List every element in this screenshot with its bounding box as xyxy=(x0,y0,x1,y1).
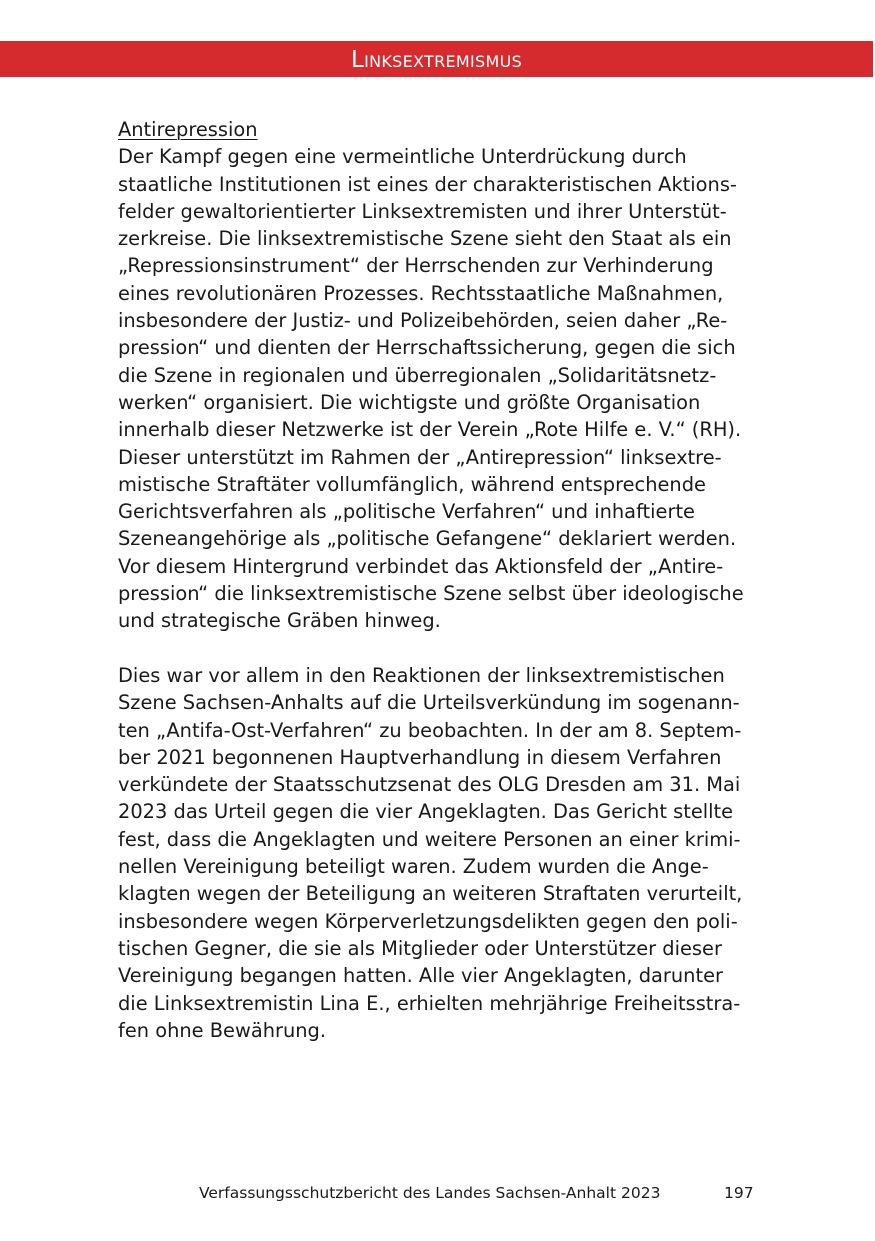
text-line: eines revolutionären Prozesses. Rechtsstaatliche Maßnahmen, xyxy=(118,281,724,305)
text-line: und strategische Gräben hinweg. xyxy=(118,609,441,633)
text-line: Dieser unterstützt im Rahmen der „Antirepression“ linksextre- xyxy=(118,445,722,469)
paragraph-1 xyxy=(118,143,758,634)
section-heading: Antirepression xyxy=(118,118,258,141)
text-line: die Linksextremistin Lina E., erhielten mehrjährige Freiheitsstra- xyxy=(118,991,741,1015)
text-line: nellen Vereinigung beteiligt waren. Zudem wurden die Ange- xyxy=(118,855,709,879)
text-line: verkündete der Staatsschutzsenat des OLG Dresden am 31. Mai xyxy=(118,773,741,797)
main-content xyxy=(118,116,758,1044)
text-line: innerhalb dieser Netzwerke ist der Verein „Rote Hilfe e. V.“ (RH). xyxy=(118,418,742,442)
text-line: fest, dass die Angeklagten und weitere Personen an einer krimi- xyxy=(118,827,741,851)
text-line: tischen Gegner, die sie als Mitglieder oder Unterstützer dieser xyxy=(118,936,722,960)
text-line: Gerichtsverfahren als „politische Verfahren“ und inhaftierte xyxy=(118,500,695,524)
text-line: ber 2021 begonnenen Hauptverhandlung in diesem Verfahren xyxy=(118,745,722,769)
text-line: zerkreise. Die linksextremistische Szene sieht den Staat als ein xyxy=(118,227,732,251)
text-line: ten „Antifa-Ost-Verfahren“ zu beobachten. In der am 8. Septem- xyxy=(118,718,742,742)
text-line: Szene Sachsen-Anhalts auf die Urteilsverkündung im sogenann- xyxy=(118,691,740,715)
text-line: felder gewaltorientierter Linksextremisten und ihrer Unterstüt- xyxy=(118,199,727,223)
text-line: fen ohne Bewährung. xyxy=(118,1018,327,1042)
chapter-title: Linksextremismus xyxy=(350,47,523,73)
text-line: Vereinigung begangen hatten. Alle vier Angeklagten, darunter xyxy=(118,964,723,988)
text-line: staatliche Institutionen ist eines der charakteristischen Aktions- xyxy=(118,172,737,196)
text-line: klagten wegen der Beteiligung an weiteren Straftaten verurteilt, xyxy=(118,882,743,906)
text-line: mistische Straftäter vollumfänglich, während entsprechende xyxy=(118,472,706,496)
text-line: Szeneangehörige als „politische Gefangene“ deklariert werden. xyxy=(118,527,737,551)
paragraph-spacer xyxy=(118,635,758,662)
footer-publication-title: Verfassungsschutzbericht des Landes Sachsen-Anhalt 2023 xyxy=(199,1184,661,1202)
text-line: die Szene in regionalen und überregionalen „Solidaritätsnetz- xyxy=(118,363,717,387)
text-line: Vor diesem Hintergrund verbindet das Aktionsfeld der „Antire- xyxy=(118,554,724,578)
text-line: pression“ und dienten der Herrschaftssicherung, gegen die sich xyxy=(118,336,736,360)
chapter-header-band xyxy=(0,41,873,77)
paragraph-2 xyxy=(118,662,758,1044)
page-number: 197 xyxy=(724,1184,754,1202)
text-line: insbesondere der Justiz- und Polizeibehörden, seien daher „Re- xyxy=(118,309,728,333)
text-line: insbesondere wegen Körperverletzungsdelikten gegen den poli- xyxy=(118,909,738,933)
text-line: 2023 das Urteil gegen die vier Angeklagten. Das Gericht stellte xyxy=(118,800,734,824)
text-line: pression“ die linksextremistische Szene selbst über ideologische xyxy=(118,582,744,606)
text-line: werken“ organisiert. Die wichtigste und größte Organisation xyxy=(118,390,701,414)
text-line: Dies war vor allem in den Reaktionen der linksextremistischen xyxy=(118,663,725,687)
text-line: Der Kampf gegen eine vermeintliche Unterdrückung durch xyxy=(118,145,687,169)
text-line: „Repressionsinstrument“ der Herrschenden zur Verhinderung xyxy=(118,254,714,278)
